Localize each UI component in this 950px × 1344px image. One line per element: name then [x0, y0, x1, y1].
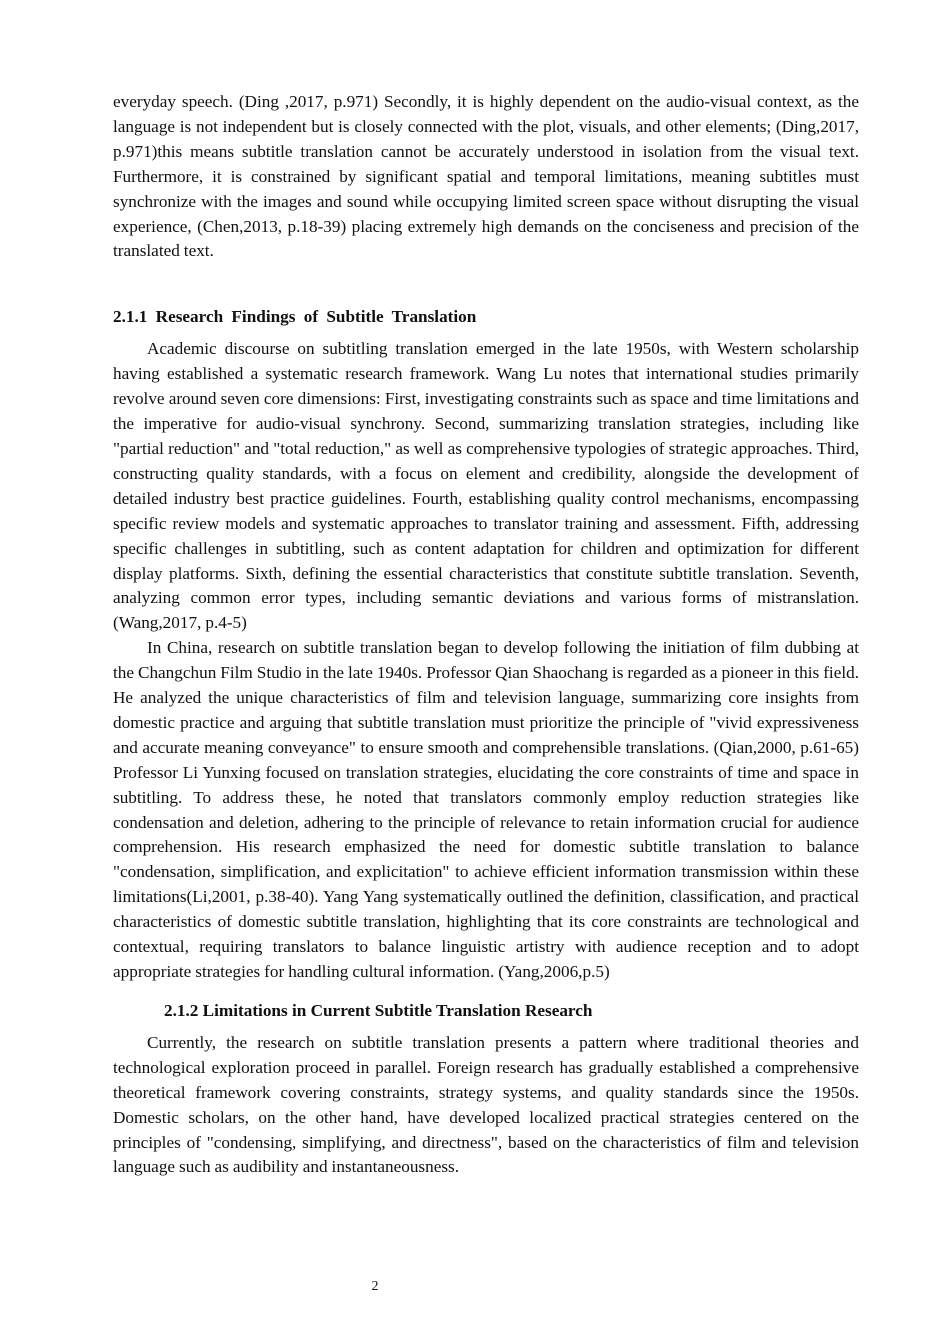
intro-paragraph: everyday speech. (Ding ,2017, p.971) Secondly, it is highly dependent on the audio-visual context, as the language is not independent but is closely connected with the plot, visuals, and other elements; (Ding,2017, p.971)this means subtitle translation cannot be accurately understood in isolation from the visual text. Furthermore, it is constrained by significant spatial and temporal limitations, meaning subtitles must synchronize with the images and sound while occupying limited screen space without disrupting the visual experience, (Chen,2013, p.18-39) placing extremely high demands on the conciseness and precision of the translated text.: [113, 92, 859, 261]
body-paragraph: In China, research on subtitle translation began to develop following the initiation of film dubbing at the Changchun Film Studio in the late 1940s. Professor Qian Shaochang is regarded as a pioneer in this field. He analyzed the unique characteristics of film and television language, summarizing core insights from domestic practice and arguing that subtitle translation must prioritize the principle of "vivid expressiveness and accurate meaning conveyance" to ensure smooth and comprehensible translations. (Qian,2000, p.61-65) Professor Li Yunxing focused on translation strategies, elucidating the core constraints of time and space in subtitling. To address these, he noted that translators commonly employ reduction strategies like condensation and deletion, adhering to the principle of relevance to retain information crucial for audience comprehension. His research emphasized the need for domestic subtitle translation to balance "condensation, simplification, and explicitation" to achieve efficient information transmission within these limitations(Li,2001, p.38-40). Yang Yang systematically outlined the definition, classification, and practical characteristics of domestic subtitle translation, highlighting that its core constraints are technological and contextual, requiring translators to balance linguistic artistry with audience reception and to adopt appropriate strategies for handling cultural information. (Yang,2006,p.5): [113, 638, 859, 981]
section-heading-2-1-2: 2.1.2 Limitations in Current Subtitle Translation Research: [164, 1000, 593, 1020]
section-heading-2-1-1: 2.1.1 Research Findings of Subtitle Translation: [113, 307, 477, 327]
page-number: 2: [371, 1279, 379, 1294]
body-paragraph: Currently, the research on subtitle translation presents a pattern where traditional theories and technological exploration proceed in parallel. Foreign research has gradually established a comprehensive theoretical framework covering constraints, strategy systems, and quality standards since the 1950s. Domestic scholars, on the other hand, have developed localized practical strategies centered on the principles of "condensing, simplifying, and directness", based on the characteristics of film and television language such as audibility and instantaneousness.: [113, 1032, 859, 1177]
body-paragraph: Academic discourse on subtitling translation emerged in the late 1950s, with Western scholarship having established a systematic research framework. Wang Lu notes that international studies primarily revolve around seven core dimensions: First, investigating constraints such as space and time limitations and the imperative for audio-visual synchrony. Second, summarizing translation strategies, including like "partial reduction" and "total reduction," as well as comprehensive typologies of strategic approaches. Third, constructing quality standards, with a focus on element and credibility, alongside the development of detailed industry best practice guidelines. Fourth, establishing quality control mechanisms, encompassing specific review models and systematic approaches to translator training and assessment. Fifth, addressing specific challenges in subtitling, such as content adaptation for children and optimization for different display platforms. Sixth, defining the essential characteristics that constitute subtitle translation. Seventh, analyzing common error types, including semantic deviations and various forms of mistranslation. (Wang,2017, p.4-5): [113, 339, 859, 633]
page-body: [113, 90, 859, 1180]
